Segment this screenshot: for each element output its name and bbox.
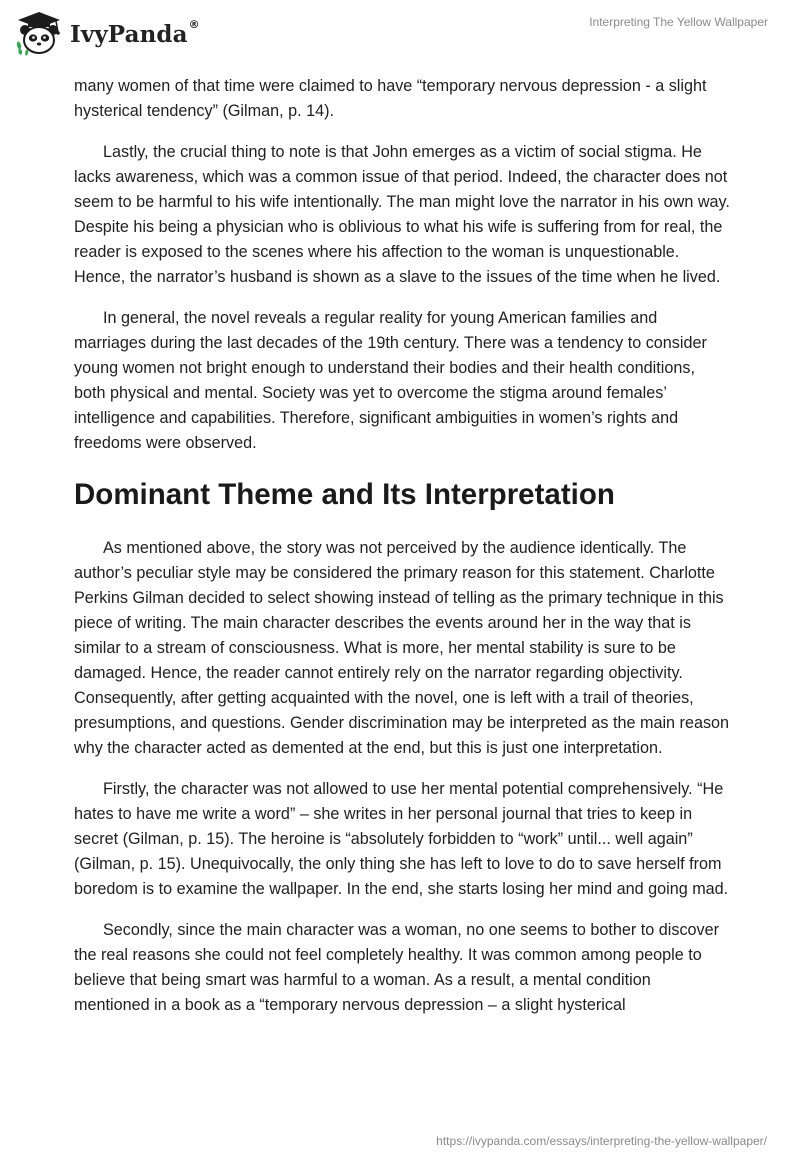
paragraph: Firstly, the character was not allowed to use her mental potential comprehensively. “He hates to have me write a word” – she writes in her personal journal that tries to keep in secret (Gilman, p. 15). The heroine is “absolutely forbidden to “work” until... well again” (Gilman, p. 15). Unequivocally, the only thing she has left to love to do to save herself from boredom is to examine the wallpaper. In the end, she starts losing her mind and going mad.: [74, 780, 729, 898]
paragraph: As mentioned above, the story was not perceived by the audience identically. The author’s peculiar style may be considered the primary reason for this statement. Charlotte Perkins Gilman decided to select showing instead of telling as the primary technique in this piece of writing. The main character describes the events around her in the way that is similar to a stream of consciousness. What is more, her mental stability is sure to be damaged. Hence, the reader cannot entirely rely on the narrator regarding objectivity. Consequently, after getting acquainted with the novel, one is left with a trail of theories, presumptions, and questions. Gender discrimination may be interpreted as the main reason why the character acted as demented at the end, but this is just one interpretation.: [74, 539, 730, 757]
document-title: Interpreting The Yellow Wallpaper: [589, 15, 768, 29]
registered-mark: ®: [188, 17, 200, 31]
brand-name: IvyPanda®: [70, 17, 200, 48]
paragraph: many women of that time were claimed to have “temporary nervous depression - a slight hysterical tendency” (Gilman, p. 14).: [74, 77, 707, 120]
paragraph: In general, the novel reveals a regular reality for young American families and marriages during the last decades of the 19th century. There was a tendency to consider young women not bright enough to understand their bodies and their health conditions, both physical and mental. Society was yet to overcome the stigma around females’ intelligence and capabilities. Therefore, significant ambiguities in women’s rights and freedoms were observed.: [74, 309, 707, 452]
page-header: [0, 0, 800, 70]
panda-graduate-logo-icon: [14, 10, 64, 58]
section-heading: Dominant Theme and Its Interpretation: [74, 478, 615, 511]
paragraph: Secondly, since the main character was a woman, no one seems to bother to discover the real reasons she could not feel completely healthy. It was common among people to believe that being smart was harmful to a woman. As a result, a mental condition mentioned in a book as a “temporary nervous depression – a slight hysterical: [74, 921, 720, 1014]
ivypanda-logo[interactable]: [14, 10, 200, 58]
essay-body: [74, 74, 730, 1034]
source-url-link[interactable]: https://ivypanda.com/essays/interpreting-the-yellow-wallpaper/: [436, 1134, 767, 1148]
paragraph: Lastly, the crucial thing to note is that John emerges as a victim of social stigma. He lacks awareness, which was a common issue of that period. Indeed, the character does not seem to be harmful to his wife intentionally. The man might love the narrator in his own way. Despite his being a physician who is oblivious to what his wife is suffering from for real, the reader is exposed to the scenes where his affection to the woman is unquestionable. Hence, the narrator’s husband is shown as a slave to the issues of the time when he lived.: [74, 143, 730, 286]
